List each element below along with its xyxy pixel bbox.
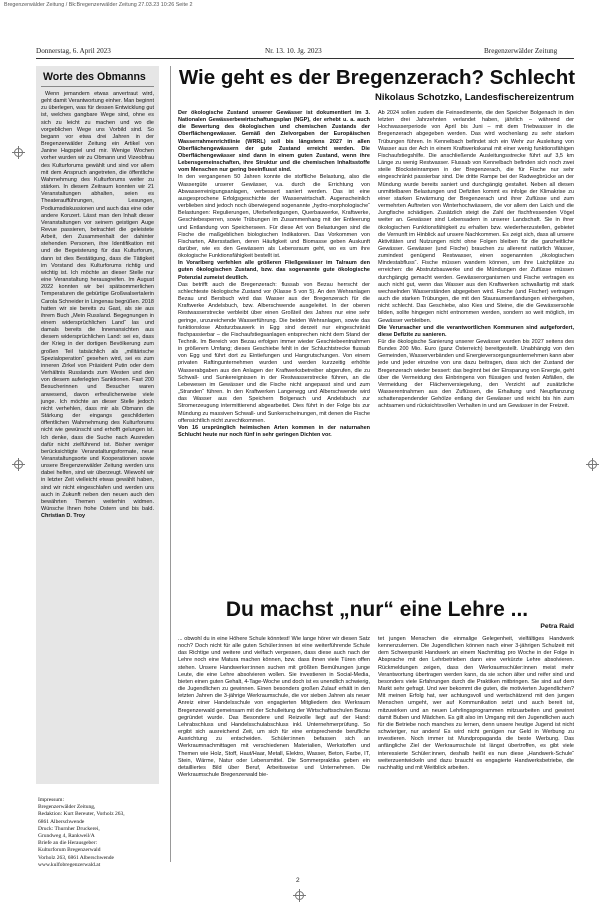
sidebar-author: Christian D. Troy xyxy=(41,513,86,520)
header-issue: Nr. 13. 10. Jg. 2023 xyxy=(265,47,322,55)
article1-paragraph: Die Verursacher und die verantwortlichen Kommunen sind aufgefordert, diese Defizite zu sanieren. xyxy=(378,324,574,338)
sidebar-title: Worte des Obmanns xyxy=(43,71,146,83)
sidebar-body: Wenn jemandem etwas anvertraut wird, geht damit Verantwortung einher. Man beginnt zu überlegen, was für dessen Entwicklung gut ist, welches gangbare Wege sind, ohne es sich zu leicht zu machen und wo die vorgeblichen Wege uns Vorbild sind. So begann vor etwa drei Jahren in der Bregenzerwälder Zeitung ein Artikel von Janine Hagspiel und mir. Wenige Wochen vorher wurden wir zu Obmann und Vizeobfrau des Kulturforums gewählt und sind vor allem mit dem Anspruch angetreten, die öffentliche Wahrnehmung des Kulturforums weiter zu stärken. In diesem Zeitraum konnten wir 21 Veranstaltungen abhalten, seien es Theateraufführungen, Lesungen, Podiumsdiskussionen und auch das eine oder andere Konzert. Lässt man den Inhalt dieser Veranstaltungen vor seinem geistigen Auge Revue passieren, betrachtet die geleistete Arbeit, den Zusammenhalt der dahinter stehenden Personen, ihre Identifikation mit und die Begeisterung für das Kulturforum, dann ist dies Bestätigung, dass die Tätigkeit im Vorstand des Kulturforums richtig und wichtig ist. Ich möchte an dieser Stelle nur eine Veranstaltung herausgreifen. Im August 2022 konnten wir bei spätsommerlichen Temperaturen die gebürtige Großwalsertalerin Carola Schneider in Lingenau begrüßen. 2018 hatten wir sie bereits zu Gast, als sie aus ihrem Buch „Mein Russland. Begegnungen in einem widersprüchlichen Land“ las und damals bereits die Innenansichten aus diesem widersprüchlichen Land: sei es, dass der Krieg in der dortigen Bevölkerung zum großen Teil tatsächlich als „militärische Spezialoperation“ gesehen wird, sei es zum inneren Zirkel von Präsident Putin oder dem Verhältnis Russlands zum Westen und den von diesem auferlegten Sanktionen. Fast 200 Besucherinnen und Besucher waren anwesend, davon erfreulicherweise viele junge. Ich möchte an dieser Stelle jedoch nicht verhehlen, dass mir als Obmann die Stärkung der eingangs geschilderten öffentlichen Wahrnehmung des Kulturforums nicht wie gewünscht und erhofft gelungen ist. Ich denke, dass die Suche nach Ausreden dafür nicht zielführend ist. Bisher weniger berücksichtigte Veranstaltungsformate, neue Veranstaltungsorte und Kooperationen sowie unsere Bregenzerwälder Zeitung werden uns dabei helfen, sind wir überzeugt. Wiewohl wir in letzter Zeit vielleicht etwas gewählt haben, sind wir nicht eingeschlafen und werden uns auch in Zukunft neben den neuen auch den bewährten Themen weiterhin widmen. Wünsche Ihnen frohe Ostern und bis bald. xyxy=(41,91,154,513)
sidebar-rule xyxy=(41,86,154,87)
header-date: Donnerstag, 6. April 2023 xyxy=(36,47,111,55)
imprint-line: www.kulfobregenzerwald.at xyxy=(38,861,101,868)
header-rule xyxy=(36,58,574,59)
article2-paragraph: tet jungen Menschen die einmalige Gelegenheit, vielfältiges Handwerk kennenzulernen. Die Jugendlichen können nach einer 3-jährigen Schulzeit mit dem Schwerpunkt Handwerk an einem Nachmittag pro Woche in der Folge in Absprache mit den Lehrbetrieben dann eine verkürzte Lehre absolvieren. Rückmeldungen zeigen, dass den Werkraumschüler:innen meist mehr Verantwortung übertragen werden kann, da sie schon älter und reifer sind und besonders viele Erfahrungen durch die Praktiken mitbringen. Sie sind auf dem Markt sehr gefragt. Und wer bekommt die guten, die motivierten Jugendlichen? Mit meinen Erfolg hat, wer achtungsvoll und wertschätzend mit den jungen Menschen umgeht, wer auf Kommunikation setzt und auch bereit ist, mitzuwirken und an neuen Lehrlingsprogrammen mitzuarbeiten und gewinnt damit Buben und Mädchen. Es gilt also im Umgang mit den Jugendlichen auch für die Betriebe noch manches zu lernen, denn unsere heutige Jugend ist nicht schwieriger, nur anders! Es wird nicht genügen nur Geld in Werbung zu investieren. Noch immer ist Mundpropaganda die beste Werbung. Das anfängliche Ziel der Werkraumschule ist längst übertroffen, es gibt viele interessierte Schüler:innen, deshalb heißt es nun diese „Handwerk-Schule“ weiterzuentwickeln und dazu braucht es engagierte Handwerksbetriebe, die nachhaltig und mit Weitblick arbeiten. xyxy=(378,636,574,771)
article1-paragraph: Für die ökologische Sanierung unserer Gewässer wurden bis 2027 seitens des Bundes 200 Mio. Euro (ganz Österreich) bereitgestellt. Unabhängig von den Gemeinden, Wasserverbänden und Energieversorgungsunternehmen kann aber jede und jeder einzelne von uns dazu beitragen, dass sich der Zustand der Bregenzerach wieder bessert: das beginnt bei der Einsparung von Energie, geht über die Vermeidung des Einbringens von flüssigen und festen Abfällen, die Vermeidung der Flächenversiegelung, den Verzicht auf zusätzliche Wasserentnahmen aus den Zuflüssen, die Erhaltung und Neupflanzung schattenspendender Gehölze entlang der Gewässer und reicht bis hin zum achtsamen und rücksichtsvollen Verhalten in und am Gewässer in der Freizeit. xyxy=(378,339,574,410)
imprint-line: 6861 Alberschwende xyxy=(38,818,85,825)
imprint-line: Druck: Thurnher Druckerei, xyxy=(38,825,100,832)
article1-paragraph: Von 16 ursprünglich heimischen Arten kommen in der naturnahen Schlucht heute nur noch fünf in sehr geringen Dichten vor. xyxy=(178,424,370,439)
header-paper-name: Bregenzerwälder Zeitung xyxy=(484,47,558,55)
article2-column-1 xyxy=(178,636,370,779)
imprint-line: Kulturforum Bregenzerwald xyxy=(38,847,101,854)
crop-mark-icon xyxy=(295,891,304,900)
article2-headline: Du machst „nur“ eine Lehre ... xyxy=(225,598,529,621)
sidebar-text xyxy=(41,91,154,520)
imprint xyxy=(38,797,168,869)
imprint-line: Briefe an die Herausgeber: xyxy=(38,840,98,847)
article1-paragraph: Der ökologische Zustand unserer Gewässer ist dokumentiert im 3. Nationalen Gewässerbewirtschaftungsplan (NGP), der erhebt u. a. auch die Bewertung des ökologischen und chemischen Zustands der Oberflächengewässer. Gemäß den Zielvorgaben der Europäischen Wasserrahmenrichtlinie (WRRL) soll bis längstens 2027 in allen Oberflächengewässern der gute Zustand erreicht werden. Die Oberflächengewässer sind dann in einem guten Zustand, wenn ihre Lebensgemeinschaften, ihre Struktur und die chemischen Inhaltsstoffe vom Menschen nur gering beeinflusst sind. xyxy=(178,110,370,174)
page-number: 2 xyxy=(296,877,300,884)
article1-paragraph: Ab 2024 sollen zudem die Feinsedimente, die den Speicher Bolgenach in den letzten drei Jahrzehnten verlandet haben, jährlich – während der Hochwasserperiode von April bis Juni – mit dem Triebwasser in die Bregenzerach abgegeben werden. Das wird wochenlang zu sehr starken Trübungen führen. In Kennelbach befindet sich ein Wehr zur Ausleitung von Wasser aus der Ach in einem Kraftwerkskanal mit einer wenig funktionsfähigen Fischaufstiegshilfe. Die anschließende Ausleitungsstrecke führt auf 3,5 km Länge zu wenig Restwasser. Flussab von Kennelbach befinden sich noch zwei steile Blocksteinrampen in der Bregenzerach, die für Fische nur sehr eingeschränkt passierbar sind. Die dritte Rampe bei der Radwegbrücke an der Mündung wurde bereits saniert und durchgängig gestaltet. Neben all diesen unmittelbaren Belastungen und Defiziten kommt es infolge der Klimakrise zu einer starken Erwärmung der Bregenzerach und ihrer Zuflüsse und zum vermehrten Auftreten von Winterhochwässern, die vor allem den Laich und die Jungfische schädigen. Zusätzlich steigt die Zahl der fischfressenden Vögel weiter an. Gewässer sind Lebensadern in unserer Landschaft. Sie in ihrer ökologischen Funktionsfähigkeit zu erhalten bzw. wiederherzustellen, gebietet die Vernunft im Hinblick auf unsere Nachkommen. Es zeigt sich, dass all unsere Aktivitäten und Nutzungen nicht ohne Folgen bleiben für die ganzheitliche Gewässer. Gewässer (und Fische) brauchen zu allererst natürlich Wasser, zumindest genügend Restwasser, einen sogenannten „ökologischen Mindestabfluss“. Fische müssen wandern können, um ihre Laichplätze zu erreichen: die Abstrutzbauwerke und die Mündungen der Zuflüsse müssen durchgängig gemacht werden. Gewässerorganismen und Fische vertragen es auch nicht gut, wenn das Wasser aus den Kraftwerken schwallartig mit stark wechselnden Wasserständen abgegeben wird. Fische (und Fischer) vertragen auch die starken Trübungen, die mit den Stauraumentlandungen einhergehen, nicht schlecht. Das Geschiebe, also Kies und Steine, die die Gewässersohle bilden, sollte hingegen nicht entnommen werden, sondern so weit möglich, im Gewässer verbleiben. xyxy=(378,110,574,324)
editorial-sidebar xyxy=(36,66,159,784)
article1-paragraph: In den vergangenen 50 Jahren konnte die stoffliche Belastung, also die Wassergüte unserer Gewässer, v.a. durch die Errichtung von Abwasserreinigungsanlagen, verbessert saniert werden. Das ist eine ausgesprochene Erfolgsgeschichte der Wasserwirtschaft. Augenscheinlich verblieben sind jedoch noch überwiegend sogenannte „hydro-morphologische“ Belastungen: Regulierungen, Uferbefestigungen, Querbauwerke, Kraftwerke, Geschiebesperren, sowie Trübungen im Zusammenhang mit der Entleerung und Entlandung von Speicherseen. Für diese Art von Belastungen sind die Fische die maßgeblichen biologischen Indikatoren. Das Vorkommen von Fischarten, Altersstadien, deren Häufigkeit und Biomasse geben Auskunft darüber, wie es den Gewässern als Lebensraum geht, wo es um ihre ökologische Funktionsfähigkeit bestellt ist. xyxy=(178,174,370,260)
article2-column-2 xyxy=(378,636,574,772)
crop-mark-icon xyxy=(588,460,597,469)
print-metadata: Bregenzerwälder Zeitung / Bk:Bregenzerwälder Zeitung 27.03.23 10:26 Seite 2 xyxy=(4,2,193,8)
crop-mark-icon xyxy=(14,148,23,157)
article1-headline: Wie geht es der Bregenzerach? Schlecht xyxy=(178,66,576,89)
imprint-line: Redaktion: Kurt Bereuter, Vorholz 263, xyxy=(38,811,125,818)
imprint-line: Impressum: xyxy=(38,797,64,803)
article2-paragraph: ... obwohl du in eine Höhere Schule könntest! Wie lange hörer wir diesen Satz noch? Doch nicht für alle guten Schüler:innen ist eine weiterführende Schule das Richtige und weitere und vielfach vergessen, dass diese auch nach der Lehre noch eine Matura machen können, bzw. dass ihnen viele Türen offen stehen. Unsere Handwerker:innen suchen mit größten Bemühungen junge Leute, die eine Lehre absolvieren wollen. Sie investieren in Social-Media, bieten einen guten Gehalt, 4-Tage-Woche und doch ist es unendlich schwierig, die Jugendlichen zu gewinnen. Einen besonders großen Zulauf erhält in den letzten Jahren die 3-jährige Werkraumschule, die vor sieben Jahren als neuer Anreiz einer Handelsschule von engagierten Mitgliedern des Werkraum Bregenzerwald gemeinsam mit der Schulleitung der Wirtschaftsschulen Bezau gegründet wurde. Das Besondere und Reizvolle liegt auf der Hand: Lehrabschluss und Handelsschulabschluss inkl. Unternehmerprüfung. So ergibt sich ausreichend Zeit, um sich für eine entsprechende berufliche Ausrichtung zu entscheiden. Schüler:innen befassen sich an Werkraumnachmittagen mit verschiedenen Materialien, Werkstoffen und Themen wie Holz, Stoff, Haut/Haar, Metall, Elektro, Wasser, Beton, Farbe, IT, Stein, Wärme, Natur oder Lebensmittel. Die Sommerpraktika geben ein detailliertes Bild über Beruf, Arbeitsweise und Unternehmen. Die Werkraumschule Bregenzerwald bie- xyxy=(178,636,370,778)
imprint-line: Grundweg 4, Rankweil/A xyxy=(38,833,95,840)
article1-paragraph: In Vorarlberg verfehlen alle größeren Fließgewässer im Talraum den guten ökologischen Zustand, bzw. das sogenannte gute ökologische Potenzial zumeist deutlich. xyxy=(178,260,370,281)
article1-byline: Nikolaus Schotzko, Landesfischereizentrum xyxy=(374,92,574,103)
article1-column-2 xyxy=(378,110,574,411)
article2-byline: Petra Raid xyxy=(540,623,574,630)
imprint-line: Bregenzerwälder Zeitung, xyxy=(38,804,96,811)
imprint-line: Vorholz 263, 6861 Alberschwende xyxy=(38,854,114,861)
crop-mark-icon xyxy=(14,460,23,469)
article1-column-1 xyxy=(178,110,370,439)
article1-paragraph: Das betrifft auch die Bregenzerach: flussab von Bezau herrscht der schlechteste ökologische Zustand vor (Klasse 5 von 5). An den Wehranlagen Bezau und Bersbuch wird das Wasser aus der Bregenzerach für die Kraftwerke Andelsbuch, bzw. Alberschwende ausgeleitet. In der oberen Restwasserstrecke verbleibt über einen Großteil des Jahres nur eine sehr geringe, unzureichende Wasserführung. Die beiden Wehranlagen, sowie das funktionslose Absturzbauwerk in Egg sind derzeit nur eingeschränkt fischpassierbar – die Fischaufstiegsanlagen entsprechen nicht dem Stand der Technik. Im Bereich von Bezau erfolgen immer wieder Geschiebeentnahmen in größerem Umfang; dieses Geschiebe fehlt in der Schluchtstrecke flussab von Egg und führt dort zu Eintiefungen und Hangrutschungen. Von einem privaten Raftingunternehmen wurden und werden kurzzeitig erhöhte Wasserabgaben aus den Anlagen der Kraftwerksbetreiber abgerufen, die zu Schwall- und Sunkereignissen in der Restwasserstrecke führen, an die Lebewesen im Gewässer und die Fische nicht angepasst sind und zum „Stranden“ führen. In den Kraftwerken Langenegg und Alberschwende wird das Wasser aus den Speichern Bolgenach und Andelsbuch zur Stromerzeugung intermittierend abgearbeitet. Dies führt in der Folge bis zur Mündung zu massiven Schwall- und Sunkerscheinungen, mit denen die Fische offensichtlich nicht zurechtkommen. xyxy=(178,281,370,424)
column-divider xyxy=(170,66,171,862)
